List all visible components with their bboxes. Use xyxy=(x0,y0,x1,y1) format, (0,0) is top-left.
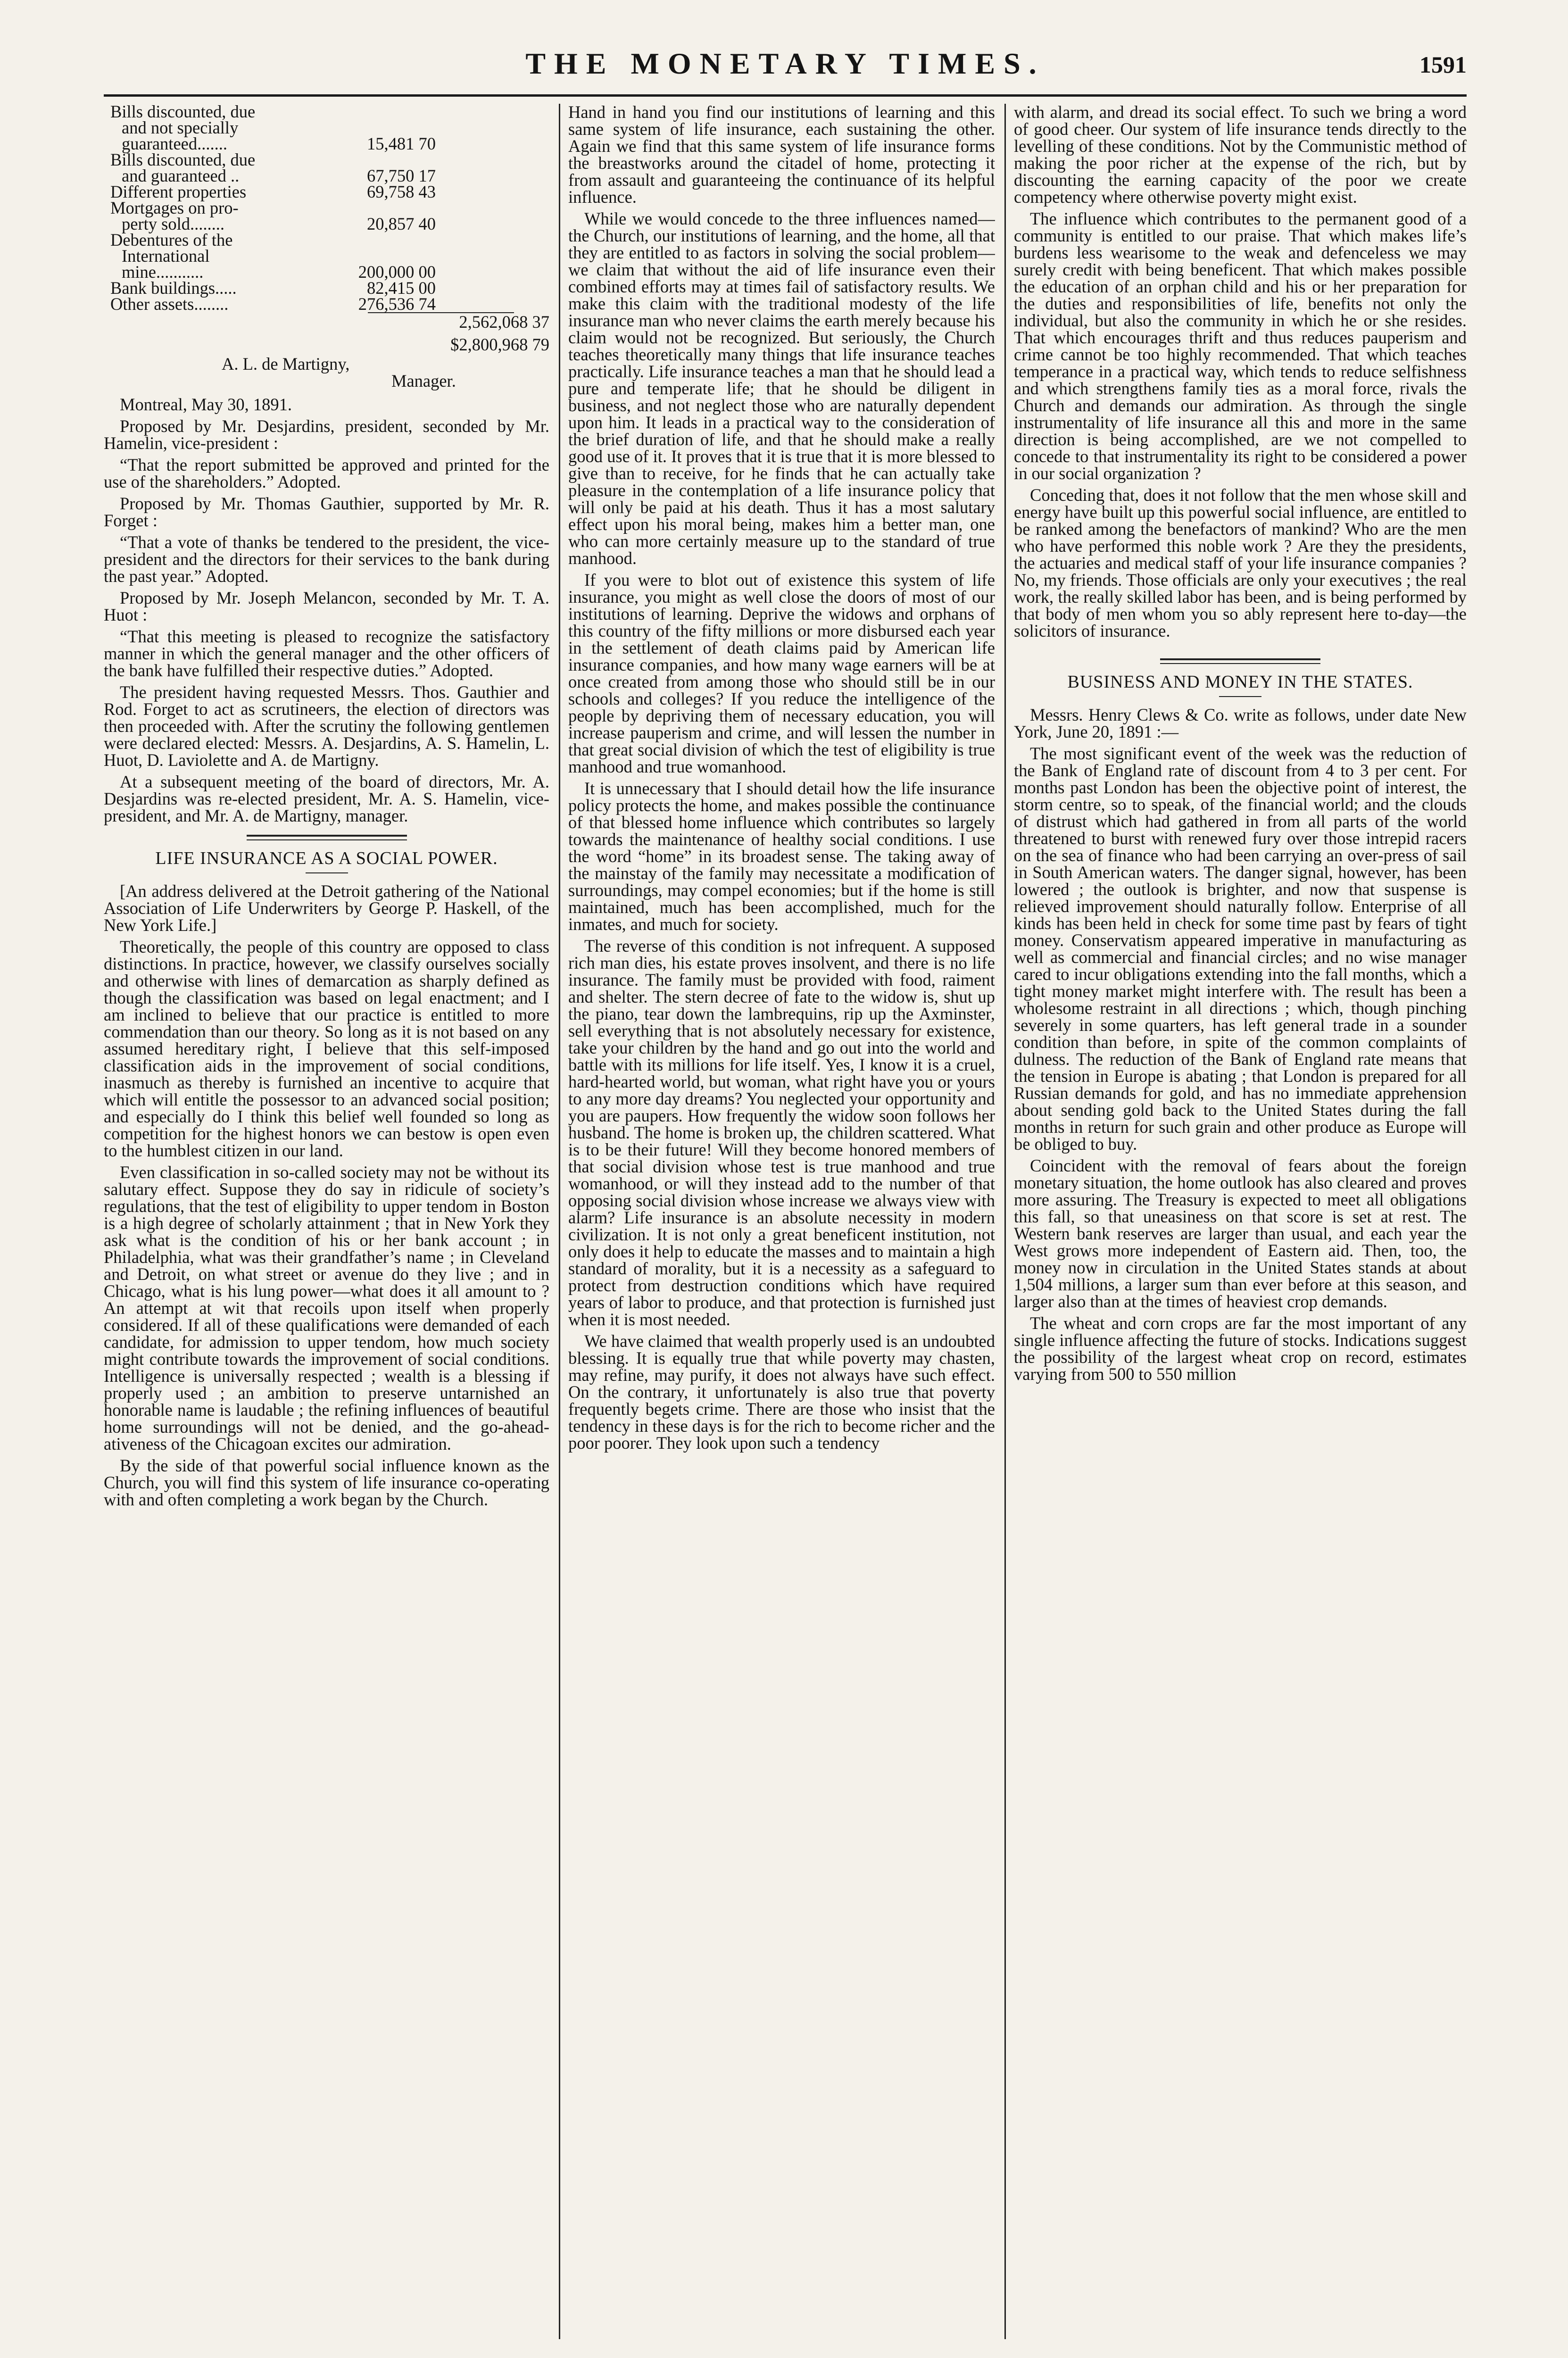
section-divider xyxy=(1160,658,1320,664)
column-3 xyxy=(1014,104,1467,2339)
paragraph: The most significant event of the week was the reduction of the Bank of England rate of discount from 4 to 3 per cent. For months past London has been the objective point of interest, the storm centre, so to speak, of the financial world; and the clouds of distrust which had gathered in from all parts of the world threatened to burst with renewed fury over those intrepid racers on the sea of finance who had been carrying an over-press of sail in South American waters. The danger signal, however, has been lowered ; the outlook is brighter, and now that suspense is relieved improvement should naturally follow. Enterprise of all kinds has been held in check for some time past by fears of tight money. Conservatism appeared imperative in manufacturing as well as commercial and financial circles; and no wise manager cared to incur obligations extending into the fall months, which a tight money market might interfere with. The result has been a wholesome restraint in all directions ; which, though pinching severely in some quarters, has left general trade in a sounder condition than before, in spite of the common complaints of dulness. The reduction of the Bank of England rate means that the tension in Europe is abating ; that London is prepared for all Russian demands for gold, and has no immediate apprehension about sending gold back to the United States during the fall months in return for such grain and other produce as Europe will be obliged to buy. xyxy=(1014,744,1467,1154)
newspaper-page xyxy=(104,33,1467,2344)
paragraph: Hand in hand you find our institutions of learning and this same system of life insurance, each sustaining the other. Again we find that this same system of life insurance forms the breastworks around the citadel of home, protecting it from assault and guaranteeing the continuance of its helpful influence. xyxy=(568,104,995,207)
financial-amount xyxy=(341,152,436,168)
financial-row xyxy=(110,104,549,120)
masthead-title: THE MONETARY TIMES. xyxy=(525,47,1045,80)
financial-amount: 200,000 00 xyxy=(358,262,436,282)
financial-label: Other assets........ xyxy=(110,294,229,314)
financial-amount: 20,857 40 xyxy=(367,214,436,233)
paragraph: Messrs. Henry Clews & Co. write as follows, under date New York, June 20, 1891 :— xyxy=(1014,705,1467,741)
financial-row xyxy=(110,232,549,248)
financial-subtotal-row xyxy=(104,314,549,330)
column-1 xyxy=(104,104,549,2339)
paragraph: The president having requested Messrs. Thos. Gauthier and Rod. Forget to act as scrutineers, the election of directors was then proceeded with. After the scrutiny the following gentlemen were declared elected: Messrs. A. Desjardins, A. S. Hamelin, L. Huot, D. Laviolette and A. de Martigny. xyxy=(104,682,549,770)
paragraph: If you were to blot out of existence this system of life insurance, you might as well close the doors of most of our institutions of learning. Deprive the widows and orphans of this country of the fifty millions or more disbursed each year in the settlement of death claims paid by American life insurance companies, and how many wage earners will be at once created from among those who should still be in our schools and colleges? If you reduce the intelligence of the people by depriving them of necessary education, you will increase pauperism and crime, and will lessen the number in that great social division of which the test of eligibility is true manhood and true womanhood. xyxy=(568,570,995,776)
paragraph: At a subsequent meeting of the board of directors, Mr. A. Desjardins was re-elected president, Mr. A. S. Hamelin, vice-president, and Mr. A. de Martigny, manager. xyxy=(104,772,549,825)
financial-label: mine........... xyxy=(122,262,204,282)
financial-row xyxy=(110,296,549,312)
financial-amount xyxy=(341,200,436,216)
paragraph: “That the report submitted be approved and printed for the use of the shareholders.” Adopted. xyxy=(104,455,549,491)
paragraph: We have claimed that wealth properly used is an undoubted blessing. It is equally true that while poverty may chasten, may refine, may purify, it does not always have such effect. On the contrary, it unfortunately is also true that poverty frequently begets crime. There are those who insist that the tendency in these days is for the rich to become richer and the poor poorer. They look upon such a tendency xyxy=(568,1331,995,1453)
article-body xyxy=(104,938,549,1508)
paragraph: Proposed by Mr. Joseph Melancon, seconded by Mr. T. A. Huot : xyxy=(104,588,549,624)
column-rule xyxy=(559,104,560,2339)
article-heading-business: BUSINESS AND MONEY IN THE STATES. xyxy=(1067,672,1413,692)
column-2 xyxy=(568,104,995,2339)
financial-amount xyxy=(341,232,436,248)
article-heading: LIFE INSURANCE AS A SOCIAL POWER. xyxy=(155,848,498,868)
grand-total-value: $2,800,968 79 xyxy=(450,335,549,354)
page-number: 1591 xyxy=(1419,51,1467,78)
financial-label: Different properties xyxy=(110,182,247,201)
financial-amount: 82,415 00 xyxy=(367,278,436,298)
financial-row xyxy=(110,152,549,168)
financial-label: Debentures of the xyxy=(110,230,233,249)
financial-row xyxy=(110,280,549,296)
financial-label: International xyxy=(122,246,210,266)
meeting-minutes xyxy=(104,396,549,824)
article-body-continued xyxy=(568,104,995,1452)
financial-row xyxy=(110,216,549,232)
financial-row xyxy=(110,264,549,280)
paragraph: The wheat and corn crops are far the most important of any single influence affecting the future of stocks. Indications suggest the possibility of the largest wheat crop on record, estimates varying from 500 to 550 million xyxy=(1014,1313,1467,1384)
business-article-body xyxy=(1014,706,1467,1383)
subtotal-value: 2,562,068 37 xyxy=(459,312,549,332)
paragraph: Proposed by Mr. Desjardins, president, seconded by Mr. Hamelin, vice-president : xyxy=(104,416,549,453)
financial-amount: 69,758 43 xyxy=(367,182,436,201)
financial-amount xyxy=(341,104,436,120)
financial-row xyxy=(110,120,549,136)
paragraph: Conceding that, does it not follow that the men whose skill and energy have built up this powerful social influence, are entitled to be ranked among the benefactors of mankind? Who are the men who have performed this noble work ? Are they the presidents, the actuaries and medical staff of your life insurance companies ? No, my friends. Those officials are only your executives ; the real work, the really skilled labor has been, and is being performed by that body of men whom you so ably represent here to-day—the solicitors of insurance. xyxy=(1014,485,1467,640)
financial-label: and guaranteed .. xyxy=(122,166,240,185)
financial-row xyxy=(110,136,549,152)
paragraph: Coincident with the removal of fears about the foreign monetary situation, the home outlook has also cleared and proves more assuring. The Treasury is expected to meet all obligations this fall, so that uneasiness on that score is set at rest. The Western bank reserves are larger than usual, and each year the West grows more independent of Eastern aid. Then, too, the money now in circulation in the United States stands at about 1,504 millions, a larger sum than ever before at this season, and larger also than at the times of heaviest crop demands. xyxy=(1014,1156,1467,1311)
heading-rule xyxy=(1219,696,1261,697)
heading-rule xyxy=(306,872,348,873)
financial-amount: 67,750 17 xyxy=(367,166,436,185)
paragraph: The influence which contributes to the permanent good of a community is entitled to our praise. That which makes life’s burdens less wearisome to the weak and defenceless we may surely credit with being beneficent. That which makes possible the education of an orphan child and his or her preparation for the duties and responsibilities of life, benefits not only the individual, but also the community in which he or she resides. That which encourages thrift and thus reduces pauperism and crime cannot be too highly recommended. That which teaches temperance in a practical way, which tends to reduce selfishness and which strengthens family ties as a moral force, rivals the Church and demands our admiration. As through the single instrumentality of life insurance all this and more in the same direction is being accomplished, are we not compelled to concede to that instrumentality its right to be considered a power in our social organization ? xyxy=(1014,209,1467,483)
columns xyxy=(104,104,1467,2339)
grand-total-row xyxy=(104,337,549,353)
article-intro: [An address delivered at the Detroit gathering of the National Association of Life Underwriters by George P. Haskell, of the New York Life.] xyxy=(104,881,549,935)
signature-title: Manager. xyxy=(391,371,456,390)
paragraph: By the side of that powerful social influence known as the Church, you will find this system of life insurance co-operating with and often completing a work began by the Church. xyxy=(104,1456,549,1509)
financial-amount xyxy=(341,248,436,264)
financial-row xyxy=(110,200,549,216)
financial-label: guaranteed....... xyxy=(122,134,227,153)
financial-amount: 276,536 74 xyxy=(358,294,436,314)
financial-label: Bills discounted, due xyxy=(110,150,256,169)
article-body-conclusion xyxy=(1014,104,1467,639)
financial-label: Bank buildings..... xyxy=(110,278,237,298)
paragraph: Proposed by Mr. Thomas Gauthier, supported by Mr. R. Forget : xyxy=(104,494,549,530)
paragraph: “That this meeting is pleased to recognize the satisfactory manner in which the general manager and the other officers of the bank have fulfilled their respective duties.” Adopted. xyxy=(104,627,549,680)
financial-label: Bills discounted, due xyxy=(110,104,256,121)
financial-table xyxy=(110,104,549,312)
paragraph: While we would concede to the three influences named—the Church, our institutions of learning, and the home, all that they are entitled to as factors in solving the social problem—we claim that without the aid of life insurance even their combined efforts may at times fail of satisfactory results. We make this claim with the traditional modesty of the life insurance man who never claims the earth merely because his claim would not be recognized. But seriously, the Church teaches theoretically many things that life insurance teaches practically. Life insurance teaches a man that he should lead a pure and temperate life; that he should be diligent in business, and not neglect those who are naturally dependent upon him. It leads in a practical way to the consideration of the brief duration of life, and that he should make a really good use of it. It proves that it is true that it is more blessed to give than to receive, for he finds that he can actually take pleasure in the contemplation of a life insurance policy that will only be paid at his death. Thus it has a most salutary effect upon his moral being, makes him a better man, one who can more certainly measure up to the standard of true manhood. xyxy=(568,209,995,568)
section-divider xyxy=(247,835,407,840)
financial-amount xyxy=(341,120,436,136)
paragraph: with alarm, and dread its social effect. To such we bring a word of good cheer. Our system of life insurance tends directly to the levelling of these conditions. Not by the Communistic method of making the poor richer at the expense of the rich, but by discounting the earning capacity of the poor we create competency where otherwise poverty might exist. xyxy=(1014,104,1467,207)
financial-label: and not specially xyxy=(122,118,239,137)
financial-amount: 15,481 70 xyxy=(367,134,436,153)
column-rule xyxy=(1004,104,1006,2339)
masthead xyxy=(104,33,1467,97)
paragraph: Theoretically, the people of this country are opposed to class distinctions. In practice, however, we classify ourselves socially and otherwise with lines of demarcation as sharply defined as though the classification was based on legal enactment; and I am inclined to believe that our practice is entitled to more commendation than our theory. So long as it is not based on any assumed hereditary right, I believe that this self-imposed classification aids in the improvement of social conditions, inasmuch as thereby is furnished an incentive to acquire that which will entitle the possessor to an advanced social position; and especially do I think this belief well founded so long as competition for the highest honors we can bestow is open even to the humblest citizen in our land. xyxy=(104,937,549,1160)
financial-row xyxy=(110,248,549,264)
signature-block xyxy=(104,356,549,390)
paragraph: Even classification in so-called society may not be without its salutary effect. Suppose they do say in ridicule of society’s regulations, that the test of eligibility to upper tendom in Boston is a high degree of scholarly attainment ; that in New York they ask what is the condition of his or her bank account ; in Philadelphia, what was their grandfather’s name ; in Cleveland and Detroit, on what street or avenue do they live ; and in Chicago, what is his lung power—what does it all amount to ? An attempt at wit that recoils upon itself when properly considered. If all of these qualifications were demanded of each candidate, for admission to upper tendom, how much society might contribute towards the improvement of social conditions. Intelligence is universally respected ; wealth is a blessing if properly used ; an ambition to preserve untarnished an honorable name is laudable ; the refining influences of beautiful home surroundings will not be denied, and the go-ahead-ativeness of the Chicagoan excites our admiration. xyxy=(104,1162,549,1453)
paragraph: Montreal, May 30, 1891. xyxy=(120,395,292,414)
financial-row xyxy=(110,168,549,184)
financial-row xyxy=(110,184,549,200)
paragraph: It is unnecessary that I should detail how the life insurance policy protects the home, and makes possible the continuance of that blessed home influence which contributes so largely towards the maintenance of healthy social conditions. I use the word “home” in its broadest sense. The taking away of the mainstay of the family may necessitate a modification of surroundings, may compel economies; but if the home is still maintained, much has been accomplished, much for the inmates, and much for society. xyxy=(568,779,995,934)
paragraph: “That a vote of thanks be tendered to the president, the vice-president and the directors for their services to the bank during the past year.” Adopted. xyxy=(104,532,549,586)
signature-name: A. L. de Martigny, xyxy=(222,354,350,374)
paragraph: The reverse of this condition is not infrequent. A supposed rich man dies, his estate proves insolvent, and there is no life insurance. The family must be provided with food, raiment and shelter. The stern decree of fate to the widow is, shut up the piano, tear down the lambrequins, rip up the Axminster, sell everything that is not absolutely necessary for existence, take your children by the hand and go out into the world and battle with its millions for life itself. Yes, I know it is a cruel, hard-hearted world, but woman, what right have you or yours to any more day dreams? You neglected your opportunity and you are paupers. How frequently the widow soon follows her husband. The home is broken up, the children scattered. What is to be their future! Will they become honored members of that social division whose test is true manhood and true womanhood, or will they instead add to the number of that opposing social division whose increase we always view with alarm? Life insurance is an absolute necessity in modern civilization. It is not only a great beneficent institution, not only does it help to educate the masses and to maintain a high standard of morality, but it is a necessity as a safeguard to protect from destruction conditions which have required years of labor to produce, and that protection is furnished just when it is most needed. xyxy=(568,936,995,1329)
financial-label: perty sold........ xyxy=(122,214,224,233)
financial-label: Mortgages on pro- xyxy=(110,198,239,217)
